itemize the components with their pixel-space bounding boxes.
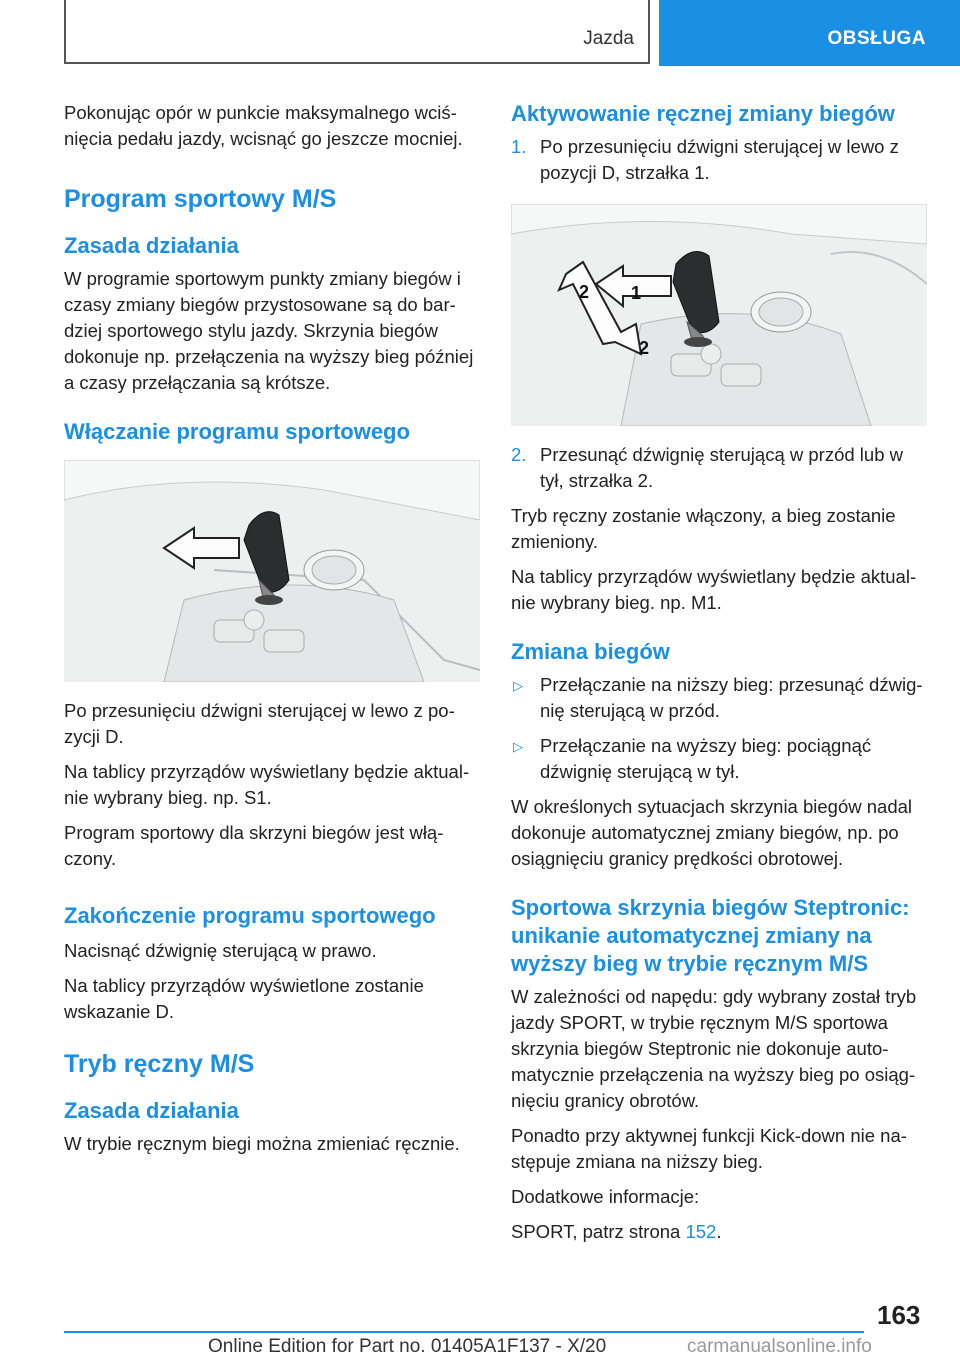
header-chapter-label: OBSŁUGA	[827, 28, 926, 49]
paragraph-end-1: Nacisnąć dźwignię sterującą w prawo.	[64, 940, 377, 961]
sport-ref-text: SPORT, patrz strona	[511, 1221, 686, 1242]
heading-end-sport: Zakończenie programu sportowego	[64, 903, 436, 928]
triangle-bullet-icon: ▷	[513, 678, 523, 693]
left-column	[64, 100, 484, 1166]
paragraph-activate-3: Program sportowy dla skrzyni biegów jest włą-czony.	[64, 822, 444, 869]
footer-watermark: carmanualsonline.info	[687, 1336, 872, 1357]
heading-gear-change: Zmiana biegów	[511, 639, 670, 664]
paragraph-principle-1: W programie sportowym punkty zmiany biegów i czasy zmiany biegów przystosowane są do bar-dziej sportowego stylu jazdy. Skrzynia biegów dokonuje np. przełączenia na wyższy bieg później a czasy przełączania są krótsze.	[64, 268, 474, 393]
gear-lever-illustration	[64, 460, 480, 682]
header-chapter-tab[interactable]	[659, 0, 960, 66]
paragraph-manual-display: Na tablicy przyrządów wyświetlany będzie aktual-nie wybrany bieg. np. M1.	[511, 566, 917, 613]
footer-divider	[64, 1331, 864, 1333]
sport-ref-end: .	[716, 1221, 722, 1242]
paragraph-sport-ref	[511, 1219, 929, 1245]
step-2	[511, 442, 929, 494]
paragraph-auto-shift: W określonych sytuacjach skrzynia biegów nadal dokonuje automatycznej zmiany biegów, np. po osiągnięciu granicy prędkości obrotowej.	[511, 796, 913, 869]
paragraph-activate-2: Na tablicy przyrządów wyświetlany będzie aktual-nie wybrany bieg. np. S1.	[64, 761, 470, 808]
sport-page-link[interactable]: 152	[685, 1221, 717, 1242]
bullet-upshift	[511, 733, 929, 785]
header-section-title: Jazda	[583, 28, 634, 49]
figure-label-1: 1	[631, 283, 642, 303]
figure-gear-lever-left	[64, 460, 480, 682]
step-2-text: Przesunąć dźwignię sterującą w przód lub w tył, strzałka 2.	[540, 444, 903, 491]
figure-gear-lever-right	[511, 204, 927, 426]
gear-lever-arrows-illustration	[511, 204, 927, 426]
page-number: 163	[877, 1300, 921, 1330]
heading-principle-2: Zasada działania	[64, 1098, 239, 1123]
paragraph-more-info: Dodatkowe informacje:	[511, 1186, 700, 1207]
step-1-text: Po przesunięciu dźwigni sterującej w lewo z pozycji D, strzałka 1.	[540, 136, 899, 183]
heading-steptronic: Sportowa skrzynia biegów Steptronic: unikanie automatycznej zmiany na wyższy bieg w trybie ręcznym M/S	[511, 895, 910, 976]
heading-sport-program: Program sportowy M/S	[64, 185, 337, 213]
footer-edition: Online Edition for Part no. 01405A1F137 - X/20	[208, 1336, 607, 1357]
bullet-downshift	[511, 672, 929, 724]
bullet-downshift-text: Przełączanie na niższy bieg: przesunąć dźwig-nię sterującą w przód.	[540, 674, 923, 721]
paragraph-steptronic: W zależności od napędu: gdy wybrany został tryb jazdy SPORT, w trybie ręcznym M/S sportowa skrzynia biegów Steptronic nie dokonuje auto-matycznie przełączenia na wyższy bieg po osiąg-nięciu granicy obrotów.	[511, 986, 917, 1111]
paragraph-kickdown: Ponadto przy aktywnej funkcji Kick-down nie na-stępuje zmiana na niższy bieg.	[511, 1125, 907, 1172]
heading-manual-mode: Tryb ręczny M/S	[64, 1050, 255, 1078]
paragraph-activate-1: Po przesunięciu dźwigni sterującej w lewo z po-zycji D.	[64, 700, 455, 747]
step-1	[511, 134, 929, 186]
figure-label-2b: 2	[639, 338, 650, 358]
figure-label-2a: 2	[579, 282, 590, 302]
paragraph-manual-on: Tryb ręczny zostanie włączony, a bieg zostanie zmieniony.	[511, 505, 896, 552]
heading-principle-1: Zasada działania	[64, 233, 239, 258]
right-column	[511, 100, 929, 1254]
page-header	[0, 0, 960, 66]
heading-activate-sport: Włączanie programu sportowego	[64, 419, 410, 444]
paragraph-principle-2: W trybie ręcznym biegi można zmieniać ręcznie.	[64, 1133, 460, 1154]
step-1-number: 1.	[511, 136, 527, 157]
step-2-number: 2.	[511, 444, 527, 465]
triangle-bullet-icon: ▷	[513, 739, 523, 754]
header-section-box	[64, 0, 650, 64]
heading-manual-activate: Aktywowanie ręcznej zmiany biegów	[511, 101, 895, 126]
paragraph-end-2: Na tablicy przyrządów wyświetlone zostanie wskazanie D.	[64, 975, 424, 1022]
bullet-upshift-text: Przełączanie na wyższy bieg: pociągnąć dźwignię sterującą w tył.	[540, 735, 872, 782]
intro-paragraph: Pokonując opór w punkcie maksymalnego wciś-nięcia pedału jazdy, wcisnąć go jeszcze mocniej.	[64, 102, 463, 149]
